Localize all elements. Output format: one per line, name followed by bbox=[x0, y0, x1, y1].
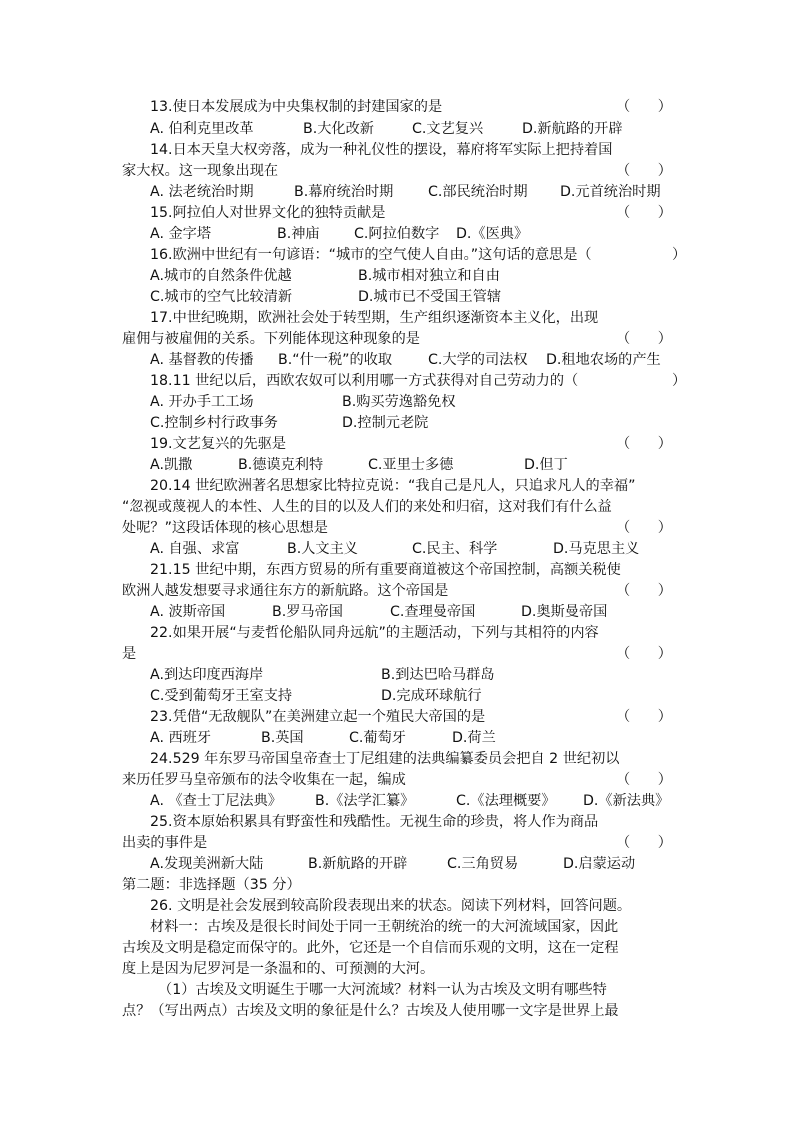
option-d: D.城市已不受国王管辖 bbox=[358, 289, 502, 305]
question-14-stem bbox=[150, 139, 680, 161]
option-a: A. 基督教的传播 bbox=[150, 352, 254, 368]
question-16-options-row1 bbox=[150, 265, 672, 287]
question-21-stem-cont: 欧洲人越发想要寻求通往东方的新航路。这个帝国是 （ ） bbox=[122, 583, 672, 599]
question-18-options-row1 bbox=[150, 391, 672, 413]
answer-bracket: ） bbox=[672, 247, 687, 263]
option-b: B.幕府统治时期 bbox=[294, 184, 394, 200]
option-c: C.受到葡萄牙王室支持 bbox=[150, 688, 293, 704]
material-1-line-1 bbox=[150, 916, 680, 938]
option-b: B.“什一税”的收取 bbox=[278, 352, 393, 368]
option-a: A. 波斯帝国 bbox=[150, 604, 226, 620]
question-18-stem bbox=[150, 370, 687, 392]
paragraph-line: 古埃及文明是稳定而保守的。此外，它还是一个自信而乐观的文明，这在一定程 bbox=[122, 940, 619, 956]
question-24-stem-cont: 来历任罗马皇帝颁布的法令收集在一起，编成 （ ） bbox=[122, 772, 672, 788]
question-17-options bbox=[150, 349, 680, 371]
question-20-stem bbox=[150, 475, 680, 497]
option-a: A.发现美洲新大陆 bbox=[150, 856, 264, 872]
question-20-stem-cont2: 处呢？”这段话体现的核心思想是 （ ） bbox=[122, 520, 672, 536]
question-text: 25.资本原始积累具有野蛮性和残酷性。无视生命的珍贵，将人作为商品 bbox=[150, 814, 599, 830]
question-text: 14.日本天皇大权旁落，成为一种礼仪性的摆设，幕府将军实际上把持着国 bbox=[150, 142, 613, 158]
option-a: A. 法老统治时期 bbox=[150, 184, 254, 200]
question-text: “忽视或蔑视人的本性、人生的目的以及人们的来处和归宿，这对我们有什么益 bbox=[122, 499, 612, 515]
option-a: A. 《查士丁尼法典》 bbox=[150, 793, 282, 809]
question-text: 13.使日本发展成为中央集权制的封建国家的是 bbox=[150, 99, 443, 115]
paragraph-line: 材料一：古埃及是很长时间处于同一王朝统治的统一的大河流域国家，因此 bbox=[150, 919, 619, 935]
question-19-options bbox=[150, 454, 672, 476]
question-20-stem-cont bbox=[122, 496, 672, 518]
question-17-stem-cont: 雇佣与被雇佣的关系。下列能体现这种现象的是 （ ） bbox=[122, 331, 672, 347]
question-15-stem: 15.阿拉伯人对世界文化的独特贡献是 （ ） bbox=[150, 205, 672, 221]
option-a: A. 自强、求富 bbox=[150, 541, 240, 557]
material-1-line-2 bbox=[122, 937, 672, 959]
option-d: D.完成环球航行 bbox=[381, 688, 482, 704]
paragraph-line: （1）古埃及文明诞生于哪一大河流域？材料一认为古埃及文明有哪些特 bbox=[158, 982, 607, 998]
question-20-options bbox=[150, 538, 672, 560]
question-text: 21.15 世纪中期，东西方贸易的所有重要商道被这个帝国控制，高额关税使 bbox=[150, 562, 621, 578]
question-text: 15.阿拉伯人对世界文化的独特贡献是 bbox=[150, 205, 386, 221]
question-text: 是 bbox=[122, 646, 137, 662]
question-text: 来历任罗马皇帝颁布的法令收集在一起，编成 bbox=[122, 772, 406, 788]
option-d: D.元首统治时期 bbox=[560, 184, 661, 200]
option-b: B.神庙 bbox=[277, 226, 320, 242]
option-c: C.查理曼帝国 bbox=[390, 604, 476, 620]
question-text: 家大权。这一现象出现在 bbox=[122, 163, 279, 179]
question-22-stem bbox=[150, 622, 672, 644]
question-25-stem-cont: 出卖的事件是 （ ） bbox=[122, 835, 672, 851]
question-17-stem bbox=[150, 307, 672, 329]
option-b: B.《法学汇纂》 bbox=[315, 793, 415, 809]
answer-bracket: ） bbox=[672, 373, 687, 389]
option-d: D.奥斯曼帝国 bbox=[521, 604, 608, 620]
question-text: 处呢？”这段话体现的核心思想是 bbox=[122, 520, 328, 536]
option-c: C.城市的空气比较清新 bbox=[150, 289, 293, 305]
question-25-options bbox=[150, 853, 672, 875]
question-22-options-row2 bbox=[150, 685, 672, 707]
option-b: B.城市相对独立和自由 bbox=[358, 268, 500, 284]
option-a: A.城市的自然条件优越 bbox=[150, 268, 292, 284]
option-b: B.德谟克利特 bbox=[238, 457, 324, 473]
option-a: A. 金字塔 bbox=[150, 226, 212, 242]
question-13-stem: 13.使日本发展成为中央集权制的封建国家的是 （ ） bbox=[150, 99, 672, 115]
question-24-stem bbox=[150, 748, 680, 770]
option-d: D.新航路的开辟 bbox=[522, 121, 623, 137]
sub-question-1-line-1 bbox=[158, 979, 672, 1001]
option-d: D.马克思主义 bbox=[553, 541, 640, 557]
option-a: A. 开办手工工场 bbox=[150, 394, 254, 410]
section-title: 第二题：非选择题（35 分） bbox=[122, 877, 301, 893]
option-d: D.租地农场的产生 bbox=[546, 352, 661, 368]
question-text: 17.中世纪晚期，欧洲社会处于转型期，生产组织逐渐资本主义化，出现 bbox=[150, 310, 599, 326]
question-16-stem bbox=[150, 244, 687, 266]
option-a: A.到达印度西海岸 bbox=[150, 667, 264, 683]
question-22-options-row1 bbox=[150, 664, 672, 686]
question-23-options bbox=[150, 727, 672, 749]
question-text: 欧洲人越发想要寻求通往东方的新航路。这个帝国是 bbox=[122, 583, 449, 599]
option-d: D.《医典》 bbox=[456, 226, 529, 242]
option-c: C.民主、科学 bbox=[412, 541, 498, 557]
material-1-line-3 bbox=[122, 958, 672, 980]
question-16-options-row2 bbox=[150, 286, 672, 308]
question-text: 20.14 世纪欧洲著名思想家比特拉克说：“我自己是凡人，只追求凡人的幸福” bbox=[150, 478, 636, 494]
question-text: 18.11 世纪以后，西欧农奴可以利用哪一方式获得对自己劳动力的（ bbox=[150, 373, 579, 389]
paragraph-line: 点？（写出两点）古埃及文明的象征是什么？古埃及人使用哪一文字是世界上最 bbox=[122, 1003, 619, 1019]
option-a: A.凯撒 bbox=[150, 457, 193, 473]
question-text: 24.529 年东罗马帝国皇帝查士丁尼组建的法典编纂委员会把自 2 世纪初以 bbox=[150, 751, 620, 767]
paragraph-line: 26. 文明是社会发展到较高阶段表现出来的状态。阅读下列材料，回答问题。 bbox=[150, 898, 632, 914]
option-d: D.《新法典》 bbox=[583, 793, 670, 809]
question-22-stem-cont: 是 （ ） bbox=[122, 646, 672, 662]
question-text: 16.欧洲中世纪有一句谚语：“城市的空气使人自由。”这句话的意思是（ bbox=[150, 247, 592, 263]
option-b: B.英国 bbox=[261, 730, 304, 746]
question-21-stem bbox=[150, 559, 672, 581]
question-13-options bbox=[150, 118, 672, 140]
option-b: B.罗马帝国 bbox=[272, 604, 343, 620]
option-b: B.购买劳逸豁免权 bbox=[342, 394, 456, 410]
option-c: C.三角贸易 bbox=[447, 856, 519, 872]
question-23-stem: 23.凭借“无敌舰队”在美洲建立起一个殖民大帝国的是 （ ） bbox=[150, 709, 672, 725]
question-text: 19.文艺复兴的先驱是 bbox=[150, 436, 287, 452]
option-c: C.葡萄牙 bbox=[349, 730, 406, 746]
option-b: B.新航路的开辟 bbox=[308, 856, 408, 872]
question-26-intro bbox=[150, 895, 680, 917]
option-d: D.但丁 bbox=[524, 457, 568, 473]
paragraph-line: 度上是因为尼罗河是一条温和的、可预测的大河。 bbox=[122, 961, 435, 977]
option-c: C.文艺复兴 bbox=[412, 121, 484, 137]
option-b: B.大化改新 bbox=[303, 121, 374, 137]
question-14-stem-cont: 家大权。这一现象出现在 （ ） bbox=[122, 163, 672, 179]
question-text: 23.凭借“无敌舰队”在美洲建立起一个殖民大帝国的是 bbox=[150, 709, 486, 725]
option-c: C.《法理概要》 bbox=[456, 793, 556, 809]
question-text: 22.如果开展“与麦哲伦船队同舟远航”的主题活动，下列与其相符的内容 bbox=[150, 625, 599, 641]
question-19-stem: 19.文艺复兴的先驱是 （ ） bbox=[150, 436, 672, 452]
question-25-stem bbox=[150, 811, 672, 833]
question-15-options bbox=[150, 223, 672, 245]
option-a: A. 伯利克里改革 bbox=[150, 121, 254, 137]
option-a: A. 西班牙 bbox=[150, 730, 212, 746]
option-d: D.启蒙运动 bbox=[563, 856, 636, 872]
section-2-heading bbox=[122, 874, 672, 896]
option-c: C.大学的司法权 bbox=[428, 352, 528, 368]
question-21-options bbox=[150, 601, 672, 623]
option-d: D.控制元老院 bbox=[342, 415, 429, 431]
question-14-options bbox=[150, 181, 680, 203]
option-b: B.到达巴哈马群岛 bbox=[381, 667, 495, 683]
question-24-options bbox=[150, 790, 680, 812]
sub-question-1-line-2 bbox=[122, 1000, 672, 1022]
question-text: 雇佣与被雇佣的关系。下列能体现这种现象的是 bbox=[122, 331, 420, 347]
option-c: C.控制乡村行政事务 bbox=[150, 415, 278, 431]
option-d: D.荷兰 bbox=[452, 730, 496, 746]
option-c: C.亚里士多德 bbox=[368, 457, 454, 473]
question-18-options-row2 bbox=[150, 412, 672, 434]
option-b: B.人文主义 bbox=[287, 541, 358, 557]
option-c: C.部民统治时期 bbox=[428, 184, 528, 200]
question-text: 出卖的事件是 bbox=[122, 835, 208, 851]
option-c: C.阿拉伯数字 bbox=[354, 226, 440, 242]
